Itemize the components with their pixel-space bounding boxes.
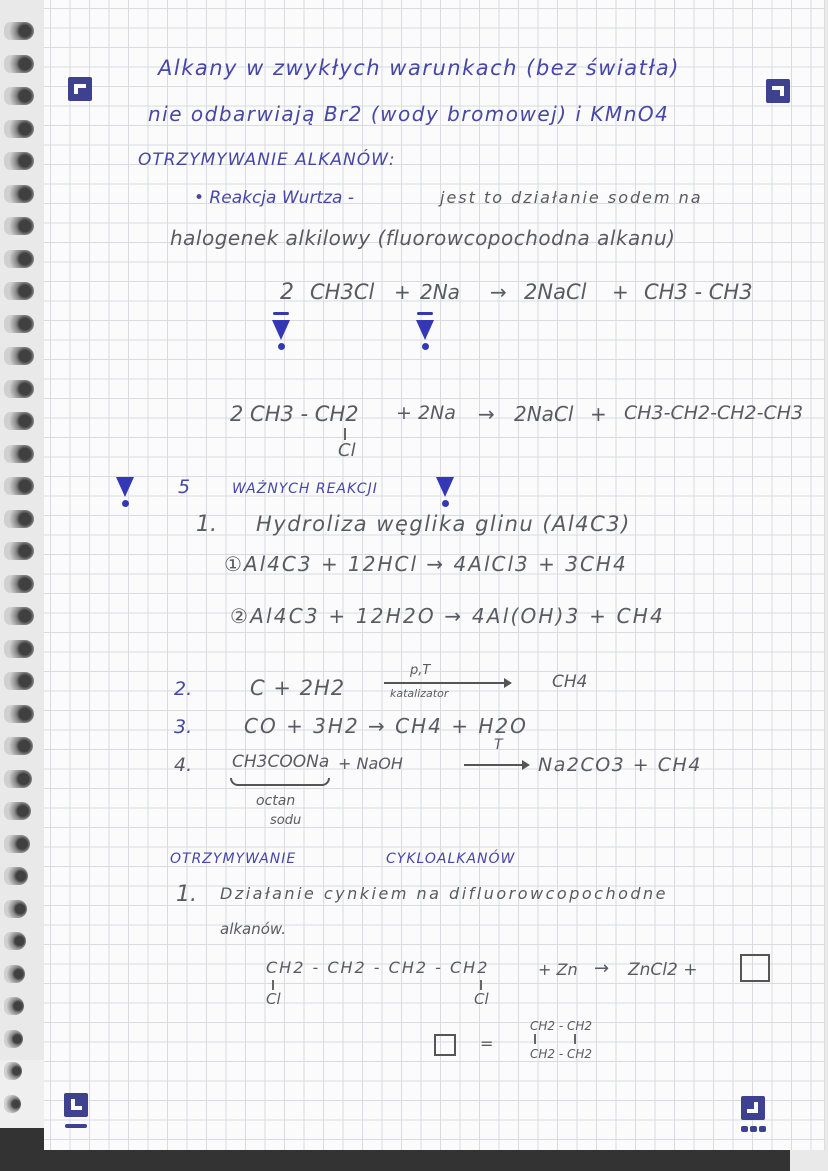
spiral-ring-icon xyxy=(4,347,34,365)
notebook-page: Alkany w zwykłych warunkach (bez światła) nie odbarwiają Br2 (wody bromowej) i KMnO4 OTRZYMYWANIE ALKANÓW: • Reakcja Wurtza - jest to działanie sodem na halogenek alkilowy (fluorowcopochodna alkanu) 2 CH3Cl + 2Na → 2NaCl + CH3 - CH3 2 CH3 - CH2 Cl + 2Na → 2NaCl + CH3-CH2-CH2-CH3 5 WAŻNYCH REAKCJI 1. Hydroliza węglika glinu (Al4C3) ①Al4C3 + 12HCl → 4AlCl3 + 3CH4 ②Al4C3 + 12H2O → 4Al(OH)3 + CH4 2. C + 2H2 p,T katalizator CH4 3. CO + 3H2 → CH4 + H2O 4. CH3COONa octan sodu + NaOH T Na2CO3 + CH4 OTRZYMYWANIE CYKLOALKANÓW 1. Działanie cynkiem na difluorowcopochodne alkanów. CH2 - CH2 - CH2 - CH2 Cl Cl + Zn → ZnCl2 + = CH2 - CH2 CH2 - CH2 xyxy=(44,0,825,1150)
spiral-ring-icon xyxy=(4,672,34,690)
spiral-ring-icon xyxy=(4,607,34,625)
corner-marker-bottom-right-icon xyxy=(741,1096,765,1120)
bottom-right-dots-icon xyxy=(741,1126,767,1132)
reaction-arrow xyxy=(464,764,528,766)
spiral-ring-icon xyxy=(4,315,34,333)
reaction-2-right: CH4 xyxy=(552,672,588,692)
spiral-ring-icon xyxy=(4,380,34,398)
spiral-ring-icon xyxy=(4,1095,21,1113)
spiral-ring-icon xyxy=(4,965,25,983)
reaction-2-number: 2. xyxy=(174,678,193,700)
exclamation-icon xyxy=(272,320,290,352)
spiral-ring-icon xyxy=(4,802,31,820)
spiral-ring-icon xyxy=(4,770,32,788)
exclamation-icon xyxy=(416,320,434,352)
spiral-ring-icon xyxy=(4,185,34,203)
heading-cyclo-right: CYKLOALKANÓW xyxy=(386,851,516,867)
spiral-ring-icon xyxy=(4,867,28,885)
heading-alkanes: OTRZYMYWANIE ALKANÓW: xyxy=(138,150,396,170)
wurtz-desc-2: halogenek alkilowy (fluorowcopochodna alkanu) xyxy=(170,226,676,250)
reaction-1-title: Hydroliza węglika glinu (Al4C3) xyxy=(256,512,631,536)
reaction-2-left: C + 2H2 xyxy=(250,676,346,700)
spiral-ring-icon xyxy=(4,55,34,73)
heading-cyclo-left: OTRZYMYWANIE xyxy=(170,851,297,867)
spiral-ring-icon xyxy=(4,477,34,495)
reaction-3-number: 3. xyxy=(174,716,193,738)
heading-number: 5 xyxy=(178,476,191,498)
spiral-ring-icon xyxy=(4,932,26,950)
reaction-1-number: 1. xyxy=(196,512,217,537)
spiral-ring-icon xyxy=(4,152,34,170)
spiral-ring-icon xyxy=(4,542,34,560)
reaction-4-naoh: + NaOH xyxy=(338,754,403,773)
corner-marker-top-left-icon xyxy=(68,77,92,101)
spiral-binding xyxy=(0,0,44,1150)
reaction-4-reactant: CH3COONa xyxy=(232,752,330,772)
ring-top: CH2 - CH2 xyxy=(530,1019,593,1033)
spiral-ring-icon xyxy=(4,705,34,723)
reaction-1a: ①Al4C3 + 12HCl → 4AlCl3 + 3CH4 xyxy=(224,552,628,576)
brace-label-2: sodu xyxy=(270,813,302,828)
spiral-ring-icon xyxy=(4,510,34,528)
reaction-4-number: 4. xyxy=(174,754,193,776)
spiral-ring-icon xyxy=(4,217,34,235)
exclamation-icon xyxy=(436,477,454,509)
spiral-ring-icon xyxy=(4,737,33,755)
intro-line-2: nie odbarwiają Br2 (wody bromowej) i KMnO4 xyxy=(148,102,670,126)
reaction-3-equation: CO + 3H2 → CH4 + H2O xyxy=(244,714,528,738)
spiral-ring-icon xyxy=(4,22,34,40)
method-1-number: 1. xyxy=(176,882,197,907)
corner-marker-bottom-left-icon xyxy=(64,1093,88,1117)
ring-bottom: CH2 - CH2 xyxy=(530,1047,593,1061)
brace-label-1: octan xyxy=(256,793,296,809)
spiral-ring-icon xyxy=(4,120,34,138)
wurtz-label: • Reakcja Wurtza - xyxy=(194,188,354,208)
cycloalkane-square-icon xyxy=(740,954,770,982)
spiral-ring-icon xyxy=(4,835,30,853)
reaction-2-conditions-bottom: katalizator xyxy=(390,687,449,700)
spiral-ring-icon xyxy=(4,282,34,300)
reaction-1b: ②Al4C3 + 12H2O → 4Al(OH)3 + CH4 xyxy=(230,604,665,628)
underbrace xyxy=(230,778,330,786)
cycloalkane-square-icon xyxy=(434,1034,456,1056)
method-1-desc-1: Działanie cynkiem na difluorowcopochodne xyxy=(220,884,669,903)
reaction-4-products: Na2CO3 + CH4 xyxy=(538,754,702,776)
spiral-ring-icon xyxy=(4,640,34,658)
spiral-ring-icon xyxy=(4,997,24,1015)
heading-reactions: WAŻNYCH REAKCJI xyxy=(232,481,378,497)
spiral-ring-icon xyxy=(4,1030,23,1048)
spiral-ring-icon xyxy=(4,575,34,593)
spiral-ring-icon xyxy=(4,87,34,105)
corner-marker-top-right-icon xyxy=(766,79,790,103)
reaction-arrow xyxy=(384,682,510,684)
spiral-ring-icon xyxy=(4,900,27,918)
exclamation-icon xyxy=(116,477,134,509)
spiral-ring-icon xyxy=(4,250,34,268)
spiral-ring-icon xyxy=(4,412,34,430)
method-1-desc-2: alkanów. xyxy=(220,920,286,938)
reaction-2-conditions-top: p,T xyxy=(410,663,431,678)
spiral-ring-icon xyxy=(4,1062,22,1080)
wurtz-desc-1: jest to działanie sodem na xyxy=(440,188,703,207)
reaction-4-conditions: T xyxy=(494,737,503,753)
bottom-left-bar-icon xyxy=(65,1124,87,1128)
intro-line-1: Alkany w zwykłych warunkach (bez światła) xyxy=(158,56,680,80)
equals-sign: = xyxy=(480,1034,494,1053)
spiral-ring-icon xyxy=(4,445,34,463)
